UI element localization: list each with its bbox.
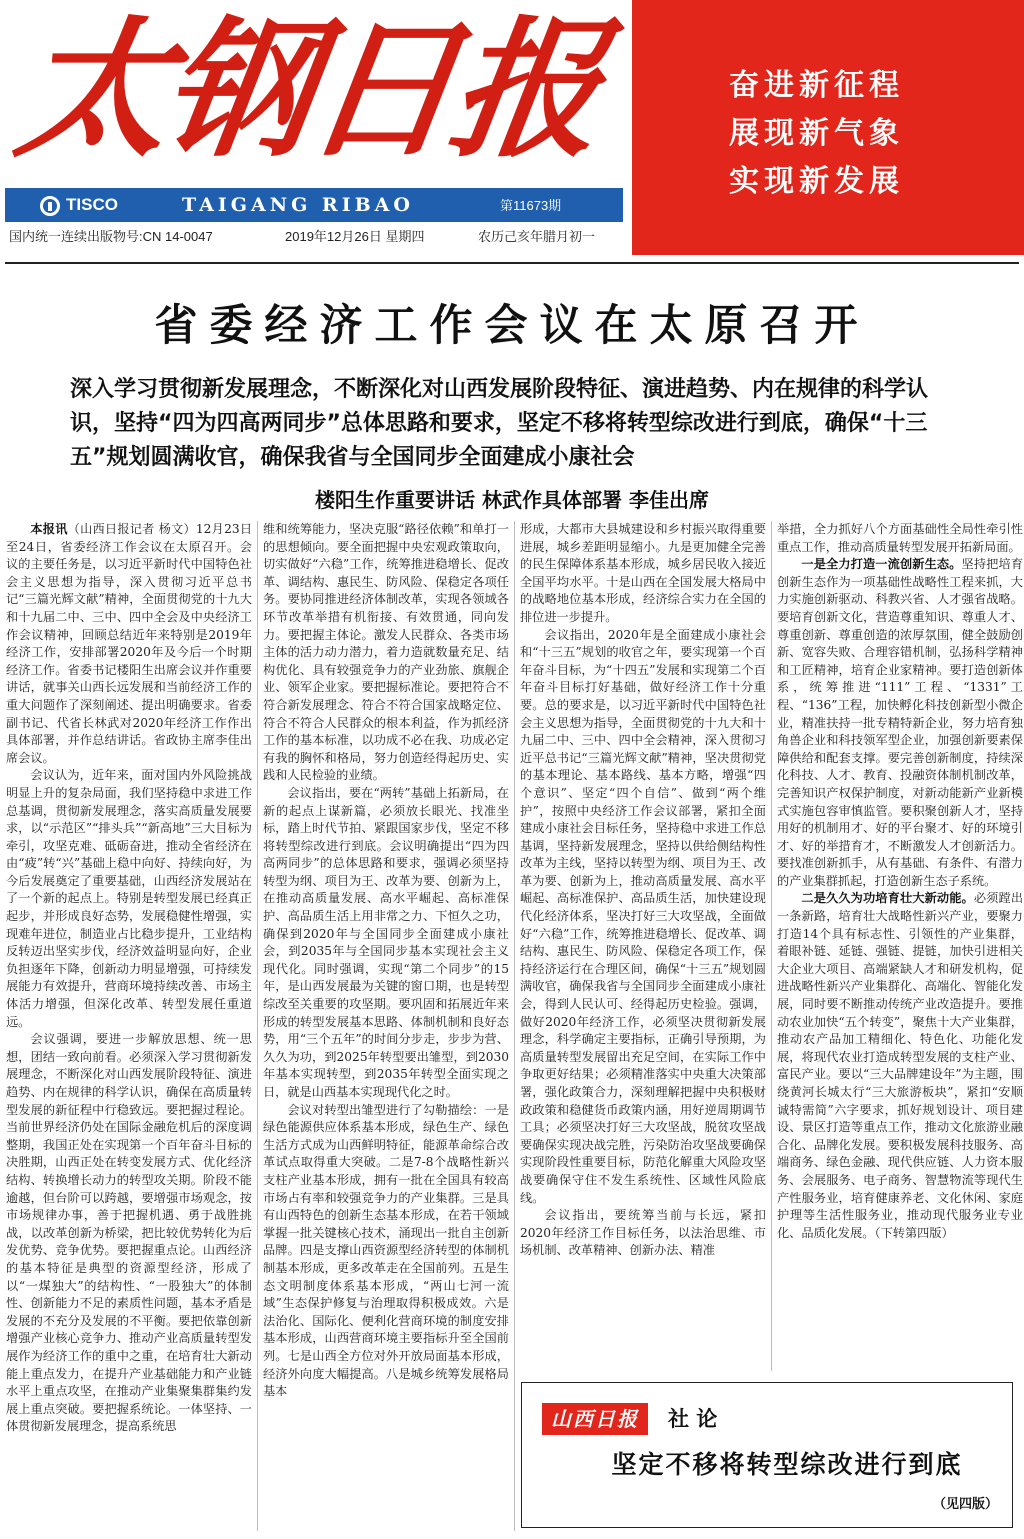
paragraph: 会议指出，2020年是全面建成小康社会和“十三五”规划的收官之年，要实现第一个百年奋斗目标，为“十四五”发展和实现第二个百年奋斗目标打好基础，做好经济工作十分重要。总的要求是，以习近平新时代中国特色社会主义思想为指导，全面贯彻党的十九大和十九届二中、三中、四中全会精神，深入贯彻习近平总书记“三篇光辉文献”精神，坚决贯彻党的基本理论、基本路线、基本方略，增强“四个意识”、坚定“四个自信”、做到“两个维护”，按照中央经济工作会议部署，紧扣全面建成小康社会目标任务，坚持稳中求进工作总基调，坚持新发展理念，坚持以供给侧结构性改革为主线，坚持以转型为纲、项目为王、改革为要、创新为上，推动高质量发展、高水平崛起、高标准保护、高品质生活，加快建设现代化经济体系，坚决打好三大攻坚战，全面做好“六稳”工作，统筹推进稳增长、促改革、调结构、惠民生、防风险、保稳定各项工作，保持经济运行在合理区间，确保“十三五”规划圆满收官，确保我省与全国同步全面建成小康社会，得到人民认可、经得起历史检验。强调，做好2020年经济工作，必须坚决贯彻新发展理念，科学确定主要指标，正确引导预期，为高质量转型发展留出充足空间，在实际工作中争取更好结果；必须精准落实中央重大决策部署，强化政策合力，深刻理解把握中央积极财政政策和稳健货币政策内涵，用好逆周期调节工具；必须坚决打好三大攻坚战，脱贫攻坚战要确保实现决战完胜，污染防治攻坚战要确保实现阶段性重要目标，防范化解重大风险攻坚战要确保守住不发生系统性、区域性风险底线。 (520, 627, 766, 1205)
paragraph: 会议认为，近年来，面对国内外风险挑战明显上升的复杂局面，我们坚持稳中求进工作总基调，贯彻新发展理念，落实高质量发展要求，以“示范区”“排头兵”“新高地”三大目标为牵引，攻坚克难、砥砺奋进，推动全省经济在由“疲”转“兴”基础上稳中向好、持续向好，为今后发展奠定了重要基础，山西经济发展站在了一个新的起点上。特别是转型发展已经真正起步，并形成良好态势，发展稳健性增强，实现难年进位，制造业占比稳步提升，工业结构反转迈出坚实步伐，经济效益明显向好，企业负担逐年下降，创新动力明显增强，可持续发展能力有效提升，营商环境持续改善、市场主体活力增强，但深化改革、转型发展任重道远。 (6, 768, 252, 1029)
masthead (0, 0, 628, 255)
column-divider (257, 521, 258, 1531)
column-divider (771, 521, 772, 1371)
article-column-3 (520, 521, 766, 1373)
editorial-title[interactable]: 坚定不移将转型综改进行到底 (611, 1450, 963, 1479)
tisco-brand (40, 193, 118, 217)
paragraph: 会议指出，要统筹当前与长远，紧扣2020年经济工作目标任务，以法治思维、市场机制、改革精神、创新办法、精准 (520, 1208, 766, 1258)
sub-headline: 深入学习贯彻新发展理念，不断深化对山西发展阶段特征、演进趋势、内在规律的科学认识，坚持“四为四高两同步”总体思路和要求，坚定不移将转型综改进行到底，确保“十三五”规划圆满收官，确保我省与全国同步全面建成小康社会 (70, 377, 929, 470)
masthead-info (5, 226, 623, 248)
slogan-line-3: 实现新发展 (729, 164, 904, 199)
paragraph: 会议指出，要在“两转”基础上拓新局，在新的起点上谋新篇，必须放长眼光、找准坐标，踏上时代节拍、紧跟国家步伐，坚定不移将转型综改进行到底。会议明确提出“四为四高两同步”的总体思路和要求，强调必须坚持转型为纲、项目为王、改革为要、创新为上，在推动高质量发展、高水平崛起、高标准保护、高品质生活上用非常之力、下恒久之功，确保到2020年与全国同步全面建成小康社会，到2035年与全国同步基本实现社会主义现代化。同时强调，实现“第二个同步”的15年，是山西发展最为关键的窗口期，也是转型综改至关重要的攻坚期。要巩固和拓展近年来形成的转型发展基本思路、体制机制和良好态势，用“三个五年”的时间分步走，步步为营、久久为功，到2025年转型要出雏型，到2030年基本实现转型，到2035年转型全面实现之日，就是山西基本实现现代化之时。 (263, 785, 509, 1099)
masthead-pinyin: TAIGANG RIBAO (182, 194, 414, 216)
paragraph: 会议强调，要进一步解放思想、统一思想，团结一致向前看。必须深入学习贯彻新发展理念，不断深化对山西发展阶段特征、演进趋势、内在规律的科学认识，确保在高质量转型发展的新征程中行稳致远。要把握过程论。当前世界经济仍处在国际金融危机后的深度调整期，我国正处在实现第一个百年奋斗目标的决胜期，山西正处在转变发展方式、优化经济结构、转换增长动力的转型攻关期。阶段不能逾越，但台阶可以跨越，要增强市场观念，按市场规律办事，善于把握机遇、勇于战胜挑战，以改革创新为桥梁，把比较优势转化为后发优势、竞争优势。要把握重点论。山西经济的基本特征是典型的资源型经济，形成了以“一煤独大”的结构性、“一股独大”的体制性、创新能力不足的素质性问题，基本矛盾是发展的不充分及发展的不平衡。要把依靠创新增强产业核心竞争力、推动产业高质量转型发展作为经济工作的重中之重，在培育壮大新动能上重点发力，在提升产业基础能力和产业链水平上重点攻坚，在推动产业集聚集群集约发展上重点突破。要把握系统论。一体坚持、一体贯彻新发展理念，提高系统思 (6, 1032, 252, 1434)
paragraph: 维和统筹能力，坚决克服“路径依赖”和单打一的思想倾向。要全面把握中央宏观政策取向，切实做好“六稳”工作，统筹推进稳增长、促改革、调结构、惠民生、防风险、保稳定各项任务。要协同推进经济体制改革，实现各领域各环节改革举措有机衔接、有效贯通，同向发力。要把握主体论。激发人民群众、各类市场主体的活力动力潜力，着力造就数量充足、结构优化、具有较强竞争力的产业劲旅、旗舰企业、领军企业家。要把握标准论。要把符合不符合新发展理念、符合不符合国家战略定位、符合不符合人民群众的根本利益，作为抓经济工作的基本标准，以功成不必在我、功成必定有我的胸怀和格局，努力创造经得起历史、实践和人民检验的业绩。 (263, 522, 509, 783)
newspaper-logo: 太钢日报 (7, 2, 609, 178)
editorial-label: 社 论 (668, 1407, 718, 1431)
tisco-text: TISCO (66, 195, 118, 214)
column-divider (514, 521, 515, 1531)
paragraph: 二是久久为功培育壮大新动能。必须蹚出一条新路，培育壮大战略性新兴产业，要聚力打造14个具有标志性、引领性的产业集群，着眼补链、延链、强链、提链，加快引进相关大企业大项目、高端紧缺人才和研发机构，促进战略性新兴产业集群化、高端化、智能化发展，同时要不断推动传统产业改造提升。要推动农业加快“五个转变”，聚焦十大产业集群，推动农产品加工精细化、特色化、功能化发展，将现代农业打造成转型发展的支柱产业、富民产业。要以“三大品牌建设年”为主题，围绕黄河长城太行“三大旅游板块”，紧扣“安顺诚特需简”六字要求，抓好规划设计、项目建设、景区打造等重点工作，推动文化旅游业融合化、品牌化发展。要积极发展科技服务、高端商务、绿色金融、现代供应链、人力资本服务、会展服务、电子商务、智慧物流等现代生产性服务业，培育健康养老、文化休闲、家庭护理等生活性服务业，推动现代服务业专业化、品质化发展。（下转第四版） (777, 891, 1023, 1240)
paragraph: 会议对转型出雏型进行了勾勒描绘：一是绿色能源供应体系基本形成，绿色生产、绿色生活方式成为山西鲜明特征，能源革命综合改革试点取得重大突破。二是7-8个战略性新兴支柱产业基本形成，拥有一批在全国具有较高市场占有率和较强竞争力的产业集群。三是具有山西特色的创新生态基本形成，在若干领域掌握一批关键核心技术，涌现出一批自主创新品牌。四是支撑山西资源型经济转型的体制机制基本形成，更多改革走在全国前列。五是生态文明制度体系基本形成，“两山七河一流域”生态保护修复与治理取得积极成效。六是法治化、国际化、便利化营商环境的制度安排基本形成，山西营商环境主要指标升至全国前列。七是山西全方位对外开放局面基本形成，经济外向度大幅提高。八是城乡统筹发展格局基本 (263, 1102, 509, 1399)
lunar-date: 农历己亥年腊月初一 (478, 229, 596, 244)
article-column-1 (6, 521, 252, 1533)
slogan-line-2: 展现新气象 (729, 116, 904, 151)
article-column-4 (777, 521, 1023, 1373)
article-column-2 (263, 521, 509, 1533)
paragraph: 形成，大都市大县城建设和乡村振兴取得重要进展，城乡差距明显缩小。九是更加健全完善的民生保障体系基本形成，城乡居民收入接近全国平均水平。十是山西在全国发展大格局中的战略地位基本形成，经济综合实力在全国的排位进一步提升。 (520, 522, 766, 624)
tisco-logo-icon (40, 196, 60, 216)
issue-date: 2019年12月26日 星期四 (285, 229, 425, 244)
serial-number: 国内统一连续出版物号:CN 14-0047 (9, 229, 213, 244)
shanxi-daily-logo: 山西日报 (542, 1403, 648, 1435)
paragraph: 一是全力打造一流创新生态。坚持把培育创新生态作为一项基础性战略性工程来抓，大力实施创新驱动、科教兴省、人才强省战略。要培育创新文化，营造尊重知识、尊重人才、尊重创新、尊重创造的浓厚氛围，健全鼓励创新、宽容失败、合理容错机制，弘扬科学精神和工匠精神，培育企业家精神。要打造创新体系，统筹推进“111”工程、“1331”工程、“136”工程，加快孵化科技创新型小微企业，精准扶持一批专精特新企业，努力培育独角兽企业和科技领军型企业，加强创新要素保障供给和配套支撑。要完善创新制度，持续深化科技、人才、教育、投融资体制机制改革，完善知识产权保护制度，对新动能新产业新模式实施包容审慎监管。要积聚创新人才，坚持用好的机制用才、好的平台聚才、好的环境引才、好的举措育才，不断激发人才创新活力。要找准创新抓手，从有基础、有条件、有潜力的产业集群抓起，打造创新生态子系统。 (777, 557, 1023, 888)
editorial-box[interactable] (521, 1382, 1013, 1528)
slogan-box (632, 0, 1024, 255)
paragraph: 本报讯（山西日报记者 杨文）12月23日至24日，省委经济工作会议在太原召开。会议的主要任务是，以习近平新时代中国特色社会主义思想为指导，深入贯彻习近平总书记“三篇光辉文献”精神，全面贯彻党的十九大和十九届二中、三中、四中全会及中央经济工作会议精神，回顾总结近年来特别是2019年经济工作，安排部署2020年及今后一个时期经济工作。省委书记楼阳生出席会议并作重要讲话，就事关山西长远发展和当前经济工作的重大问题作了深刻阐述、提出明确要求。省委副书记、代省长林武对2020年经济工作作出具体部署，并作总结讲话。省政协主席李佳出席会议。 (6, 522, 252, 765)
divider-top (5, 262, 1019, 264)
main-headline: 省委经济工作会议在太原召开 (154, 301, 870, 351)
byline: 楼阳生作重要讲话 林武作具体部署 李佳出席 (315, 488, 709, 512)
issue-number: 第11673期 (500, 198, 562, 213)
see-page-note: （见四版） (932, 1497, 998, 1512)
slogan-line-1: 奋进新征程 (729, 68, 904, 103)
paragraph: 举措，全力抓好八个方面基础性全局性牵引性重点工作，推动高质量转型发展开拓新局面。 (777, 522, 1023, 554)
